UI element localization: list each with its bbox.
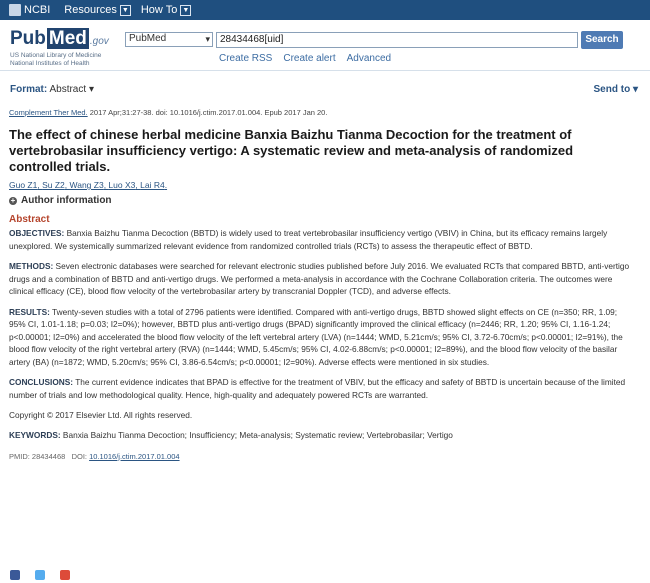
pmid-doi-line: [9, 452, 635, 461]
search-sublinks: [219, 53, 391, 64]
citation-details: 2017 Apr;31:27-38. doi: 10.1016/j.ctim.2017.01.004. Epub 2017 Jan 20.: [87, 108, 328, 117]
howto-label: How To: [140, 4, 178, 16]
pubmed-logo[interactable]: [10, 28, 109, 50]
abstract-conclusions: [9, 376, 635, 401]
search-input[interactable]: 28434468[uid]: [216, 32, 578, 48]
section-label: CONCLUSIONS:: [9, 377, 74, 387]
database-select[interactable]: [125, 32, 213, 47]
ncbi-logo[interactable]: [9, 4, 50, 16]
section-label: METHODS:: [9, 261, 54, 271]
send-to-label: Send to: [593, 84, 631, 95]
keywords: [9, 430, 635, 440]
expand-plus-icon: +: [10, 195, 16, 205]
format-value: Abstract: [49, 84, 87, 95]
ncbi-label: NCBI: [24, 4, 51, 16]
pmid: PMID: 28434468: [9, 451, 66, 461]
chevron-down-icon: ▾: [205, 34, 210, 44]
chevron-down-icon: ▼: [180, 5, 191, 16]
advanced-search-link[interactable]: Advanced: [346, 53, 392, 64]
format-bar: [0, 82, 650, 100]
nlm-line2: National Institutes of Health: [10, 60, 90, 67]
create-rss-link[interactable]: Create RSS: [219, 53, 273, 64]
format-menu[interactable]: [10, 84, 94, 95]
abstract-objectives: [9, 227, 635, 252]
chevron-down-icon: ▾: [88, 84, 94, 95]
search-button[interactable]: Search: [581, 31, 623, 49]
abstract-results: [9, 306, 635, 369]
section-text: Seven electronic databases were searched for relevant electronic studies published before July 2016. We evaluated RCTs that compared BBTD, anti-vertigo drugs and a combination of BBTD and anti-vertigo drugs. We performed a meta-analysis in accordance with the Cochrane Collaboration criteria. The outcomes were clinical efficacy (CE), blood flow velocity of the vertebrobasilar artery by transcranial Doppler (TCD), and adverse effects.: [9, 261, 630, 296]
chevron-down-icon: ▾: [632, 84, 638, 95]
logo-pub: Pub: [10, 28, 46, 49]
abstract-methods: [9, 260, 635, 298]
article-title: The effect of chinese herbal medicine Banxia Baizhu Tianma Decoction for the treatment of vertebrobasilar insufficiency vertigo: A systematic review and meta-analysis of randomized controlled trials.: [9, 127, 574, 174]
resources-menu[interactable]: [64, 4, 131, 16]
chevron-down-icon: ▼: [120, 5, 131, 16]
send-to-menu[interactable]: [594, 84, 638, 95]
author-link[interactable]: Lai R4: [140, 180, 165, 190]
facebook-icon[interactable]: [10, 570, 20, 580]
doi-label: DOI:: [71, 451, 87, 461]
author-link[interactable]: Wang Z3: [69, 180, 104, 190]
section-label: OBJECTIVES:: [9, 228, 65, 238]
author-information-toggle[interactable]: [9, 195, 635, 206]
author-link[interactable]: Guo Z1: [9, 180, 38, 190]
section-label: RESULTS:: [9, 306, 50, 317]
create-alert-link[interactable]: Create alert: [283, 53, 336, 64]
section-text: Twenty-seven studies with a total of 2796 patients were identified. Compared with anti-vertigo drugs, BBTD showed slight effects on CE (n=350; RR, 1.09; 95% CI, 1.01-1.18; p=0.03; I2=0%); however, BBTD plus anti-vertigo drugs (BPAD) significantly improved the clinical efficacy (n=2446; RR, 1.20; 95% CI, 1.16-1.24; p<0.00001; I2=0%) and accelerated the blood flow velocity of the left vertebral artery (LVA) (n=1444; WMD, 5.21cm/s; 95% CI, 3.72-6.70cm/s; p<0.00001; I2=91%), the blood flow velocity of the right vertebral artery (RVA) (n=1444; WMD, 5.45cm/s; 95% CI, 4.02-6.88cm/s; p<0.00001; I2=89%), and the blood flow velocity of the basilar artery (BA) (n=1872; WMD, 5.20cm/s; 95% CI, 3.86-6.54cm/s; p<0.00001; I2=90%). Adverse effects were mentioned in six studies.: [9, 306, 623, 367]
social-share-bar: [10, 570, 70, 580]
pubmed-header: [0, 20, 650, 71]
author-link[interactable]: Su Z2: [42, 180, 65, 190]
author-list: Guo Z1, Su Z2, Wang Z3, Luo X3, Lai R4.: [9, 180, 168, 190]
ncbi-icon: [9, 4, 21, 16]
keywords-label: KEYWORDS:: [9, 429, 61, 440]
doi-link[interactable]: 10.1016/j.ctim.2017.01.004: [89, 451, 180, 461]
logo-med: Med: [48, 28, 87, 49]
citation: [9, 108, 635, 117]
format-label: Format:: [10, 84, 48, 95]
twitter-icon[interactable]: [35, 570, 45, 580]
section-text: Banxia Baizhu Tianma Decoction (BBTD) is widely used to treat vertebrobasilar insufficiency vertigo (VBIV) in China, but its efficacy remains largely unexplored. We systemically summarized relevant evidence from randomized controlled trials (RCTs) to assess the therapeutic effect of BBTD.: [9, 228, 608, 251]
abstract-heading: Abstract: [9, 214, 50, 225]
keywords-list[interactable]: Banxia Baizhu Tianma Decoction; Insufficiency; Meta-analysis; Systematic review; Vertebrobasilar; Vertigo: [60, 429, 453, 440]
section-text: The current evidence indicates that BPAD is effective for the treatment of VBIV, but the efficacy and safety of BBTD is uncertain because of the limited number of trials and low methodological quality. Hence, high-quality and adequately powered RCTs are warranted.: [9, 377, 626, 400]
logo-gov: .gov: [89, 36, 109, 47]
article-content: [9, 108, 635, 461]
resources-label: Resources: [64, 4, 117, 16]
howto-menu[interactable]: [141, 4, 191, 16]
ncbi-top-bar: [0, 0, 650, 20]
author-information-label: Author information: [21, 195, 112, 206]
journal-link[interactable]: Complement Ther Med.: [9, 108, 88, 117]
google-plus-icon[interactable]: [60, 570, 70, 580]
copyright: Copyright © 2017 Elsevier Ltd. All rights reserved.: [9, 410, 193, 420]
database-select-value: PubMed: [129, 33, 167, 44]
nlm-caption: [10, 52, 101, 68]
nlm-line1: US National Library of Medicine: [10, 52, 102, 59]
author-link[interactable]: Luo X3: [108, 180, 136, 190]
